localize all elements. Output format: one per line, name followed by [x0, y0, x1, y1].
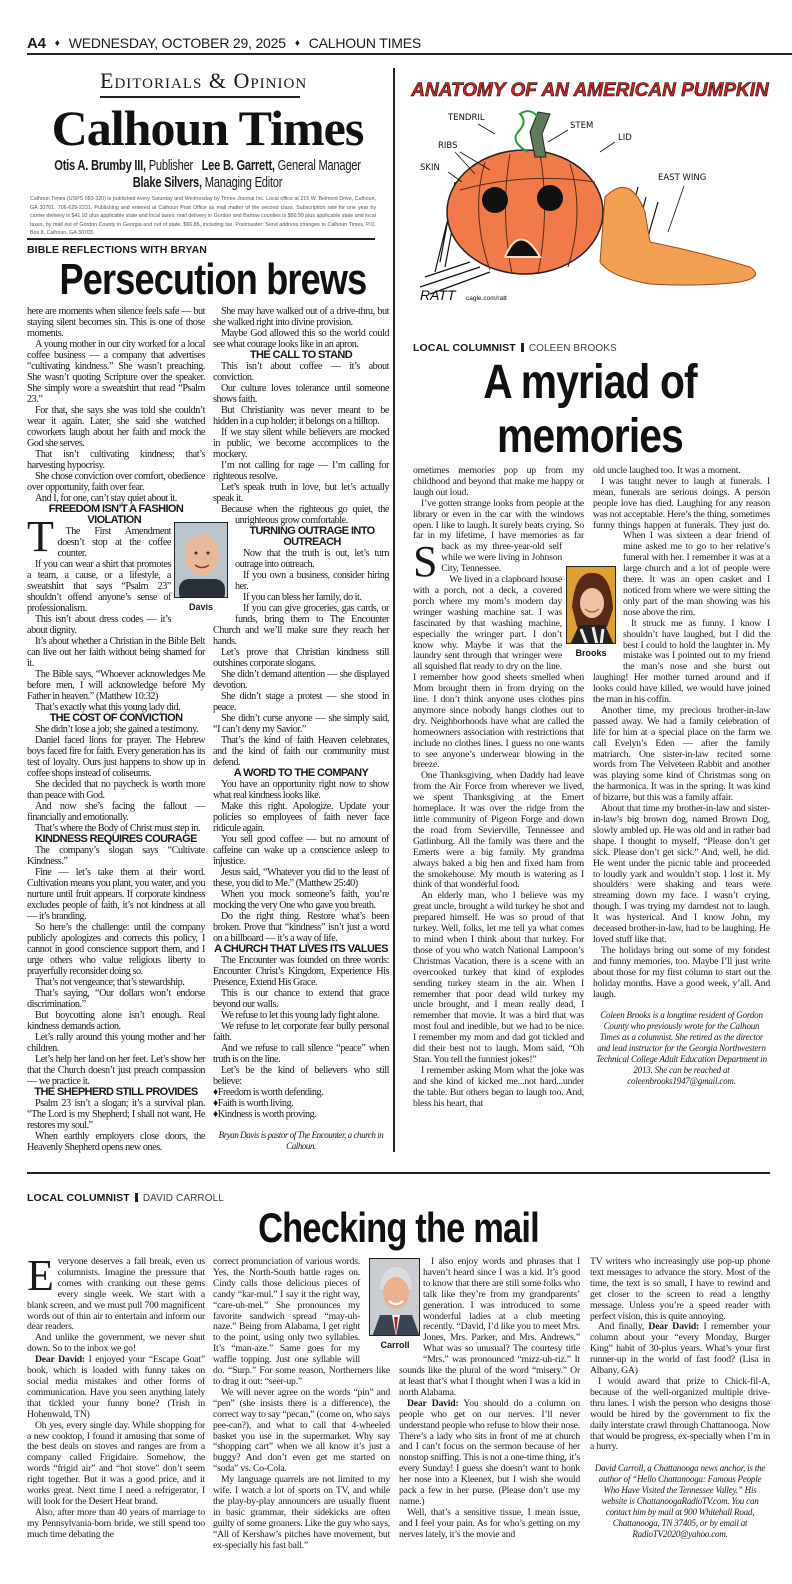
paragraph	[27, 779, 205, 801]
subhead: A WORD TO THE COMPANY	[233, 767, 369, 779]
paragraph-text: That’s saying, “Our dollars won’t endorse discrimination.”	[27, 988, 205, 1010]
paragraph-text: If you can give groceries, gas cards, or funds, bring them to The Encounter Church and we’ll make sure they reach her hands.	[213, 603, 389, 647]
paragraph	[413, 575, 584, 771]
cartoon-title: ANATOMY OF AN AMERICAN PUMPKIN	[411, 80, 769, 101]
paragraph-text: If you can wear a shirt that promotes a team, a cause, or a lifestyle, a sweatshirt that says “Psalm 23” shouldn’t offend anyone’s sense of professionalism.	[27, 559, 171, 614]
subhead: TURNING OUTRAGE INTO OUTREACH	[249, 525, 375, 548]
paragraph-text: I would award that prize to Chick-fil-A, because of the well-organized multiple drive-thru lanes. I wish the person who designs those would be hired by the government to fix the daily interstate crawl through Chattanooga. Now that would be progress, ex-specially when I’m in a hurry.	[590, 1375, 770, 1453]
paragraph-text: And now she’s facing the fallout — financially and emotionally.	[27, 801, 205, 823]
byline: COLEEN BROOKS	[528, 343, 617, 354]
paragraph-text: The Encounter was founded on three words: Encounter Christ’s Kingdom, Experience His Presence, Extend His Grace.	[213, 955, 389, 988]
paragraph-text: Now that the truth is out, let’s turn outrage into outreach.	[235, 548, 389, 570]
paragraph	[399, 1257, 580, 1399]
paragraph-text: And unlike the government, we never shut down. So to the inbox we go!	[27, 1332, 205, 1355]
masthead-rule	[27, 238, 375, 240]
paragraph-text: When earthly employers close doors, the Heavenly Shepherd opens new ones.	[27, 1131, 205, 1153]
carroll-column-1	[27, 1251, 205, 1541]
carroll-column-3	[399, 1257, 580, 1541]
gm-title: General Manager	[277, 157, 361, 174]
paragraph-text: A young mother in our city worked for a local coffee business — a company that advertises “cultivating kindness.” She wasn’t preaching. She wasn’t quoting Scripture over the speaker. She simply wore a sweatshirt that read “Psalm 23.”	[27, 339, 205, 405]
davis-column-2	[213, 306, 389, 1152]
paragraph-text: That’s where the Body of Christ must step in.	[35, 823, 201, 834]
paragraph-text: Our culture loves tolerance until someone shows faith.	[213, 383, 389, 405]
paragraph-text: My language quarrels are not limited to my wife. I watch a lot of sports on TV, and while the play-by-play announcers are usually fluent in basic grammar, their sidekicks are often guilty of some groaners. Like the guy who says, “All of Kershaw’s pitches have movement, but ex-specially his fast ball.”	[213, 1474, 390, 1551]
paragraph	[213, 482, 389, 504]
paragraph	[413, 891, 584, 1066]
paragraph-text: The First Amendment doesn’t stop at the coffee counter.	[57, 526, 171, 559]
paragraph-text: David Carroll, a Chattanooga news anchor, is the author of “Hello Chattanooga: Famous People Who Have Visited the Tennessee Valley.” His website is ChattanoogaRadioTV.com. You can contact him by mail at 900 Whitehall Road, Chattanooga, TN 37405, or by email at RadioTV2020@yahoo.com.	[594, 1463, 766, 1540]
paragraph-text: correct pronunciation of various words. Yes, the North-South battle rages on. Cindy calls those delicious pieces of candy “kar-mul.” I say it the right way, “care-uh-mel.” She pronounces my favorite sandwich spread “may-uh-naze.” Being from Alabama, I get right to the point, using only two syllables. It’s “man-aze.” Same goes for my waffle topping. Just one syllable will do. “Surp.” For some reason, Northerners like to drag it out: “seer-up.”	[213, 1256, 390, 1387]
diamond-icon: ♦	[294, 38, 300, 49]
paragraph-text: That’s not vengeance; that’s stewardship.	[35, 977, 185, 988]
paragraph	[27, 405, 205, 449]
paragraph-text: She didn’t curse anyone — she simply said, “I can’t deny my Savior.”	[213, 713, 389, 735]
section-divider	[27, 1172, 770, 1174]
paragraph-text: If we stay silent while believers are mocked in public, we become accomplices to the mockery.	[213, 427, 389, 460]
folio-rule	[27, 53, 792, 55]
paragraph-text: The company’s slogan says “Cultivate Kindness.”	[27, 845, 205, 867]
label-skin: SKIN	[420, 163, 440, 173]
paragraph	[27, 449, 205, 471]
portrait-icon	[370, 1259, 420, 1336]
carroll-photo-caption: Carroll	[380, 1340, 410, 1350]
paragraph	[213, 669, 389, 691]
author-bio	[590, 1463, 770, 1540]
portrait-icon	[175, 523, 228, 598]
kicker-label: LOCAL COLUMNIST	[413, 342, 516, 354]
author-bio	[593, 1010, 770, 1087]
paragraph-text: I also enjoy words and phrases that I haven’t heard since I was a kid. It’s good to know that there are still some folks who talk like they’re from my grandparents’ generation. I was introduced to some wonderful ladies at a club meeting recently. “David, I’d like you to meet Mrs. Jones, Mrs. Parker, and Mrs. Andrews.” What was so unusual? The courtesy title “Mrs.” was pronounced “mizz-uh-riz.” It sounds like the plural of the word “misery.” Or at least that’s what I thought when I was a kid in north Alabama.	[399, 1256, 580, 1398]
paragraph-text: She decided that no paycheck is worth more than peace with God.	[27, 779, 205, 801]
staff-line-1	[10, 157, 406, 174]
paragraph	[27, 801, 205, 823]
carroll-photo	[369, 1258, 420, 1336]
publisher-title: Publisher	[148, 157, 194, 174]
brooks-column-2	[593, 466, 770, 1087]
paragraph-text: If you can bless her family, do it.	[243, 592, 362, 603]
paragraph	[213, 1388, 390, 1475]
paragraph-text: ♦Freedom is worth defending.	[213, 1087, 324, 1098]
paragraph-text: It’s about whether a Christian in the Bible Belt can live out her faith without being shamed for it.	[27, 636, 205, 669]
paragraph-text: I was taught never to laugh at funerals. I mean, funerals are serious doings. A person people love has died. Laughing for any reason was not acceptable. Here’s the thing, sometimes funny things happen at funerals. They just do. When I was sixteen a dear friend of mine asked me to go to her relative’s funeral with her. I remember it was at a large church and a lot of people were there. It was an open casket and I noticed from where we were sitting the only part of the man showing was his nose above the rim.	[593, 475, 770, 618]
paragraph	[590, 1322, 770, 1377]
subhead: KINDNESS REQUIRES COURAGE	[35, 833, 197, 845]
paragraph	[213, 383, 389, 405]
paragraph-text: The Bible says, “Whoever acknowledges Me before men, I will acknowledge before My Father in heaven.” (Matthew 10:32)	[27, 669, 205, 702]
lead-in: And finally,	[598, 1321, 649, 1333]
column-divider	[393, 68, 395, 1152]
kicker-bar	[135, 1193, 138, 1202]
letter-salutation: Dear David:	[407, 1397, 459, 1409]
paragraph	[27, 471, 205, 493]
pumpkin-spill	[600, 187, 756, 285]
paragraph-text: One Thanksgiving, when Daddy had leave from the Air Force from wherever we lived, we spent Thanksgiving at the Emert homeplace. It was over the ridge from the little community of Pigeon Forge and down the road from Sevierville, Tennessee and Gatlinburg. All the family was there and the Emerts were a big family. My grandma always baked a big hen and fixed ham from the smokehouse. My mouth is watering as I think of that wonderful food.	[413, 770, 584, 891]
paragraph-text: here are moments when silence feels safe — but staying silent becomes sin. This is one of those moments.	[27, 306, 205, 339]
paragraph-text: We refuse to let corporate fear bully personal faith.	[213, 1021, 389, 1043]
issue-date: WEDNESDAY, OCTOBER 29, 2025	[68, 35, 286, 51]
drop-cap: T	[27, 512, 54, 561]
bullet-item	[213, 1098, 389, 1109]
subhead: A CHURCH THAT LIVES ITS VALUES	[214, 943, 388, 955]
cartoon-credit: cagle.com/ratt	[466, 295, 507, 302]
paragraph	[27, 1054, 205, 1087]
paragraph-text: This is our chance to extend that grace beyond our walls.	[213, 988, 389, 1010]
masthead-logo: Calhoun Times	[51, 100, 364, 156]
carroll-column-2	[213, 1257, 390, 1551]
paragraph-text: About that time my brother-in-law and sister-in-law’s big brown dog, named Brown Dog, slowly ambled up. He was old and in rather bad shape. I thought to myself, “Please don’t get sick. Please don’t get sick.” And, well, he did. He went under the picnic table and proceeded to loudly yark and wouldn’t stop. I lost it. My shoulders were shaking and tears were streaming down my face. I wasn’t crying, though. I was trying my darndest not to laugh. It was hysterical. And I know John, my deceased brother-in-law, had to be laughing. He loved stuff like that.	[593, 803, 770, 945]
paragraph-text: If you own a business, consider hiring her.	[235, 570, 389, 592]
paragraph-text: An elderly man, who I believe was my great uncle, brought a wild turkey he shot and prepared himself. He was so proud of that turkey. Well, folks, let me tell ya what comes to mind when I think about that turkey. For those of you who watch National Lampoon’s Christmas Vacation, there is a scene with an overcooked turkey that kind of explodes sending turkey steam in the air. When I remember that poor dead wild turkey my uncle brought, and I mean really dead, I remember that movie. It was a bird that was most foul and inedible, but we had to be nice. I remember my mom and dad got tickled and did their best not to laugh. Mom said, “Oh Stan. You tell the funniest jokes!”	[413, 890, 584, 1065]
paragraph-text: We lived in a clapboard house with a porch, not a deck, a covered porch where my mom’s modern day wringer washing machine sat. I was fascinated by that washing machine, especially the wringer part. I don’t know why. Maybe it was that the laundry sent through that wringer were all squished flat ready to dry on the line. I remember how good sheets smelled when Mom brought them in from drying on the line. I don’t think anyone uses clothes pins anymore since nobody hangs clothes out to dry. Neighborhoods have what are called the homeowners association with restrictions that include no clothes lines. I guess no one wants to see anyone’s underwear blowing in the breeze.	[413, 574, 584, 771]
letter-salutation: Dear David:	[35, 1354, 85, 1366]
paragraph	[213, 328, 389, 350]
brooks-kicker	[413, 342, 617, 354]
publisher-name: Otis A. Brumby III,	[54, 157, 146, 174]
paragraph	[413, 1066, 584, 1110]
paragraph	[27, 1098, 205, 1131]
paragraph-text: Coleen Brooks is a longtime resident of Gordon County who previously wrote for the Calhoun Times as a columnist. She retired as the director and lead instructor for the Georgia Northwestern Technical College Adult Education Department in 2013. She can be reached at coleenbrooks1947@gmail.com.	[596, 1010, 767, 1087]
editor-title: Managing Editor	[204, 174, 283, 191]
paragraph-text: veryone deserves a fall break, even us columnists. Imagine the pressure that comes with cranking out these gems every single week. We start with a blank screen, and we must pull 700 magnificent words out of thin air to entertain and inform our dear readers.	[27, 1256, 205, 1333]
paragraph-text: old uncle laughed too. It was a moment.	[593, 465, 741, 476]
bullet-item	[213, 1087, 389, 1098]
paragraph-text: The holidays bring out some of my fondest and funny memories, too. Maybe I’ll just write about those for my first column to start out the holiday months. Have a good week, y’all. And laugh.	[593, 944, 770, 1000]
paragraph-text: Well, that’s a sensitive tissue, I mean issue, and I feel your pain. As for who’s getting on my nerves lately, it’s the movie and	[399, 1506, 580, 1540]
paragraph-text: She didn’t stage a protest — she stood in peace.	[213, 691, 389, 713]
subhead: THE SHEPHERD STILL PROVIDES	[34, 1086, 198, 1098]
paragraph	[213, 713, 389, 735]
paragraph	[213, 460, 389, 482]
paragraph-text: Let’s help her land on her feet. Let’s show her that the Church doesn’t just preach compassion — we practice it.	[27, 1054, 205, 1087]
brooks-photo	[566, 566, 616, 644]
paragraph	[27, 614, 205, 636]
paragraph-text: Also, after more than 40 years of marriage to my Pennsylvania-born bride, we still spend too much time debating the	[27, 1506, 205, 1540]
paragraph-text: That isn’t cultivating kindness; that’s harvesting hypocrisy.	[27, 449, 205, 471]
paragraph	[213, 1010, 389, 1021]
gm-name: Lee B. Garrett,	[201, 157, 275, 174]
paragraph-text: Let’s rally around this young mother and her children.	[27, 1032, 205, 1054]
paragraph	[213, 779, 389, 801]
davis-kicker: BIBLE REFLECTIONS WITH BRYAN	[27, 244, 207, 256]
paragraph	[27, 636, 205, 669]
paragraph-text: You should do a column on people who get on our nerves. I’ll never understand people who refuse to blow their nose. There’s a lady who sits in front of me at church and I can’t focus on the sermon because of her nonstop sniffing. This is not a one-time thing, it’s every Sunday! I guess she doesn’t want to honk her nose into a Kleenex, but I wish she would pack a few in her purse. (Please don’t use my name.)	[399, 1397, 580, 1507]
paragraph	[593, 706, 770, 804]
author-bio	[213, 1130, 389, 1152]
page-number: A4	[27, 35, 46, 52]
carroll-column-4	[590, 1257, 770, 1540]
paragraph	[213, 504, 389, 526]
paragraph	[213, 548, 389, 570]
paragraph	[27, 1355, 205, 1420]
paragraph-text: ♦Kindness is worth proving.	[213, 1109, 317, 1120]
davis-column-1	[27, 306, 205, 1153]
paragraph-text: Oh yes, every single day. While shopping for a new cooktop, I found it amusing that some of the best deals on stoves and ranges are from a company called Frigidaire. Somehow, the words “frigid air” and “hot stove” don’t seem right together. But it was a good price, and it works great. Next time I need a refrigerator, I will look for the Desert Heat brand.	[27, 1419, 205, 1507]
paragraph-text: She didn’t lose a job; she gained a testimony.	[35, 724, 199, 735]
paragraph-text: But boycotting alone isn’t enough. Real kindness demands action.	[27, 1010, 205, 1032]
subhead: FREEDOM ISN’T A FASHION VIOLATION	[48, 503, 184, 526]
letter-salutation: Dear David:	[648, 1321, 700, 1333]
headline-line-1: A myriad of	[483, 356, 697, 409]
paragraph-text: I remember your column about your “every Monday, Burger King” habit of 30-plus years. What’s your first runner-up in the world of fast food? (Lisa in Albany, GA)	[590, 1321, 770, 1377]
paragraph	[27, 1508, 205, 1541]
paragraph	[27, 867, 205, 922]
drop-cap: S	[413, 537, 438, 586]
paragraph	[213, 1475, 390, 1551]
paragraph-text: For that, she says she was told she couldn’t wear it again. Later, she said she watched coworkers laugh about her faith and mock the God she serves.	[27, 405, 205, 449]
brooks-photo-caption: Brooks	[575, 648, 607, 658]
paragraph	[27, 735, 205, 779]
kicker-bar	[521, 343, 524, 352]
brooks-column-1	[413, 466, 584, 1109]
paragraph-text: I’ve gotten strange looks from people at the library or even in the car with the windows open. I like to laugh. It surely beats crying. So far in my lifetime, I have memories as far back as my three-year-old self while we were living in Johnson City, Tennessee.	[413, 497, 584, 575]
paragraph	[213, 735, 389, 768]
paragraph-text: We refuse to let this young lady fight alone.	[221, 1010, 380, 1021]
paragraph	[27, 1421, 205, 1508]
page-folio	[27, 35, 421, 52]
label-tendril: TENDRIL	[448, 113, 485, 123]
paragraph	[27, 669, 205, 702]
publication-notice: Calhoun Times (USPS 083-320) is published every Saturday and Wednesday by Times-Journal Inc. Local office at 215 W. Belmont Drive, Calhoun, GA 30701. 706-629-2231. Publishing and entered at Calhoun Post Office as mail matter of the second class. Subscription rate for one year by carrier delivery is $41.92 plus applicable state and local taxes; mail delivery in Gordon and Bartow counties is $50.99 plus applicable state and local taxes, by mail out of Gordon County in Georgia and out of state, $66.85, including tax. Postmaster: Send address changes to Calhoun Times, P.O. Box 8, Calhoun, GA 30703.	[30, 196, 376, 236]
paragraph	[399, 1508, 580, 1541]
paragraph-text: TV writers who increasingly use pop-up phone text messages to advance the story. Most of the time, the text is so small, I have to rewind and get closer to the screen to read a lengthy message. Unless you’re a speed reader with perfect vision, this is quite annoying.	[590, 1256, 770, 1322]
paragraph	[213, 1065, 389, 1087]
paragraph	[27, 1251, 205, 1333]
label-stem: STEM	[570, 121, 594, 131]
davis-photo	[174, 522, 228, 598]
paragraph	[593, 804, 770, 946]
paragraph	[27, 1131, 205, 1153]
paragraph	[213, 361, 389, 383]
portrait-icon	[567, 567, 616, 644]
cartoonist-signature: RATT	[420, 287, 456, 303]
paragraph	[27, 1032, 205, 1054]
paragraph-text: She didn’t demand attention — she displayed devotion.	[213, 669, 389, 691]
paragraph	[593, 946, 770, 1001]
editor-name: Blake Silvers,	[132, 174, 202, 191]
paragraph	[413, 771, 584, 891]
paragraph-text: And we refuse to call silence “peace” when truth is on the line.	[213, 1043, 389, 1065]
paragraph-text: She may have walked out of a drive-thru, but she walked right into divine provision.	[213, 306, 389, 328]
section-title: Editorials & Opinion	[100, 68, 300, 98]
paragraph-text: Daniel faced lions for prayer. The Hebrew boys faced fire for faith. Every generation has its test of loyalty. Ours just happens to show up in coffee shops instead of coliseums.	[27, 735, 205, 779]
paragraph-text: I enjoyed your “Escape Goat” book, which is loaded with funny takes on social media mistakes and other forms of communication. Have you seen anything lately that tickled your funny bone? (Trish in Hohenwald, TN)	[27, 1354, 205, 1420]
subhead: THE CALL TO STAND	[249, 349, 353, 361]
paragraph-text: Do the right thing. Restore what’s been broken. Prove that “kindness” isn’t just a word on a billboard — it’s a way of life.	[213, 911, 389, 944]
paragraph	[213, 647, 389, 669]
paragraph-text: ometimes memories pop up from my childhood and beyond that make me happy or laugh out loud.	[413, 465, 584, 498]
paragraph-text: Fine — let’s take them at their word. Cultivation means you plant, you water, and you nurture until fruit appears. If corporate kindness excludes people of faith, it’s not kindness at all — it’s branding.	[27, 867, 205, 922]
paragraph	[213, 405, 389, 427]
paragraph-text: Jesus said, “Whatever you did to the least of these, you did to Me.” (Matthew 25:40)	[213, 867, 389, 889]
paragraph	[27, 977, 205, 988]
paragraph-text: She chose conviction over comfort, obedience over opportunity, faith over fear.	[27, 471, 205, 493]
drop-cap: E	[27, 1251, 54, 1300]
paragraph	[27, 1010, 205, 1032]
paragraph-text: Another time, my precious brother-in-law passed away. We had a family celebration of life for him at a special place on the farm we call Evelyn’s Eden — after the family matriarch. One sister-in-law recited some words from The Velveteen Rabbit and another was playing some kind of Christmas song on the harmonica. It was in the spring. It was kind of bizarre, but this was a family affair.	[593, 704, 770, 804]
paragraph	[213, 306, 389, 328]
paragraph	[413, 499, 584, 575]
paragraph-text: When you mock someone’s faith, you’re mocking the very One who gave you breath.	[213, 889, 389, 911]
paragraph-text: Let’s speak truth in love, but let’s actually speak it.	[213, 482, 389, 504]
paragraph-text: And I, for one, can’t stay quiet about it.	[35, 493, 177, 504]
paragraph-text: So here’s the challenge: until the company publicly apologizes and corrects this policy, I cannot in good conscience support them, and I urge others who value religious liberty to prayerfully reconsider doing so.	[27, 922, 205, 977]
paragraph	[27, 845, 205, 867]
paragraph	[213, 427, 389, 460]
carroll-kicker	[27, 1192, 224, 1204]
paragraph	[213, 889, 389, 911]
paragraph-text: Maybe God allowed this so the world could see what courage looks like in an apron.	[213, 328, 389, 350]
label-lid: LID	[618, 133, 632, 143]
paragraph	[213, 911, 389, 944]
paragraph	[213, 592, 389, 603]
paragraph-text: You have an opportunity right now to show what real kindness looks like.	[213, 779, 389, 801]
paragraph-text: You sell good coffee — but no amount of caffeine can wake up a conscience asleep to injustice.	[213, 834, 389, 867]
paragraph	[213, 691, 389, 713]
paragraph	[213, 988, 389, 1010]
subhead: THE COST OF CONVICTION	[49, 712, 183, 724]
paragraph	[590, 1377, 770, 1453]
paragraph-text: Make this right. Apologize. Update your policies so employees of faith never face ridicule again.	[213, 801, 389, 834]
paragraph-text: Let’s be the kind of believers who still believe:	[213, 1065, 389, 1087]
paragraph	[27, 988, 205, 1010]
paper-name: CALHOUN TIMES	[308, 35, 422, 51]
paragraph	[213, 603, 389, 647]
paragraph	[27, 724, 205, 735]
brooks-headline	[429, 356, 752, 464]
paragraph-text: That’s exactly what this young lady did.	[35, 702, 181, 713]
paragraph-text: That’s the kind of faith Heaven celebrates, and the kind of faith our community must defend.	[213, 735, 389, 768]
paragraph	[590, 1257, 770, 1322]
paragraph	[399, 1399, 580, 1508]
paragraph-text: Bryan Davis is pastor of The Encounter, a church in Calhoun.	[218, 1130, 384, 1151]
diamond-icon: ♦	[54, 38, 60, 49]
label-east-wing: EAST WING	[658, 173, 707, 183]
staff-line-2	[10, 174, 406, 191]
kicker-label: LOCAL COLUMNIST	[27, 1192, 130, 1204]
label-ribs: RIBS	[438, 141, 458, 151]
bullet-item	[213, 1109, 389, 1120]
paragraph-text: This isn’t about dress codes — it’s about dignity.	[27, 614, 171, 636]
paragraph	[213, 1021, 389, 1043]
editorial-cartoon	[400, 62, 780, 312]
paragraph-text: Because when the righteous go quiet, the unrighteous grow comfortable.	[221, 504, 389, 526]
davis-headline: Persecution brews	[59, 255, 367, 304]
paragraph-text: I remember asking Mom what the joke was and she kind of kicked me...not hard...under the table. But others began to laugh too. And, bless his heart, that	[413, 1064, 584, 1109]
byline: DAVID CARROLL	[142, 1193, 224, 1204]
paragraph-text: It struck me as funny. I know I shouldn’t have laughed, but I did the best I could to hold the laughter in. My mistake was I pointed out to my friend the man’s nose and she burst out laughing! Her mother turned around and if looks could have killed, we would have joined the man in his coffin.	[593, 617, 770, 706]
paragraph	[213, 955, 389, 988]
davis-photo-caption: Davis	[188, 602, 214, 612]
paragraph	[213, 867, 389, 889]
paragraph-text: Let’s prove that Christian kindness still outshines corporate slogans.	[213, 647, 389, 669]
carroll-headline: Checking the mail	[258, 1204, 539, 1251]
paragraph	[213, 1043, 389, 1065]
paragraph	[27, 922, 205, 977]
paragraph	[27, 339, 205, 405]
paragraph	[27, 1333, 205, 1355]
paragraph-text: This isn’t about coffee — it’s about conviction.	[213, 361, 389, 383]
paragraph-text: I’m not calling for rage — I’m calling for righteous resolve.	[213, 460, 389, 482]
paragraph	[213, 834, 389, 867]
headline-line-2: memories	[497, 410, 683, 463]
paragraph-text: ♦Faith is worth living.	[213, 1098, 294, 1109]
paragraph-text: But Christianity was never meant to be hidden in a cup holder; it belongs on a hilltop.	[213, 405, 389, 427]
paragraph	[213, 570, 389, 592]
paragraph-text: We will never agree on the words “pin” and “pen” (she insists there is a difference), the correct way to say “pecan,” (come on, who says pee-can?), and what to call that 4-wheeled basket you use in the supermarket. Why say “shopping cart” when we all know it’s just a buggy? And don’t even get me started on “soda” vs. Co-Cola.	[213, 1386, 390, 1475]
paragraph	[213, 801, 389, 834]
paragraph-text: Psalm 23 isn’t a slogan; it’s a survival plan. “The Lord is my Shepherd; I shall not want. He restores my soul.”	[27, 1098, 205, 1131]
